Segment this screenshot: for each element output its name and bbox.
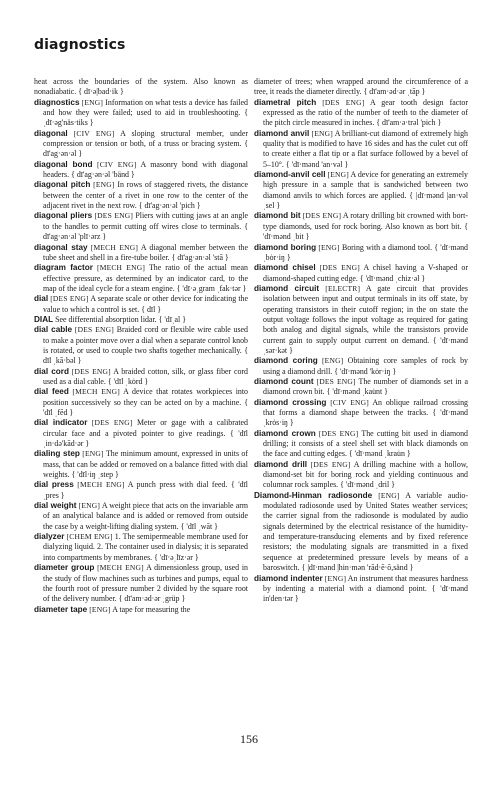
- entry-headword: dial press: [34, 480, 74, 490]
- entry-headword: diagonal stay: [34, 242, 88, 252]
- entry-headword: dial feed: [34, 387, 69, 397]
- entry-pronunciation: { 'dī·mənd ˌkau̇nt }: [326, 387, 388, 397]
- entry-subject-label: [CIV ENG]: [97, 159, 137, 169]
- entry-pronunciation: { |dī·mənd |hin·mən 'rād·ē·ō,sänd }: [301, 563, 414, 573]
- dictionary-entry: [254, 284, 468, 356]
- entry-subject-label: [MECH ENG]: [90, 242, 139, 252]
- entry-subject-label: [DES ENG]: [50, 294, 89, 304]
- entry-subject-label: [ENG]: [81, 97, 104, 107]
- entry-definition: A dimensionless group, used in the study of flow machines such as turbines and pumps, equal to the fourth root of pressure number 2 divided by the square root of the delivery number.: [43, 563, 248, 604]
- entry-headword: diagnostics: [34, 97, 80, 107]
- entry-subject-label: [ENG]: [378, 490, 400, 500]
- dictionary-entry: [254, 243, 468, 264]
- entry-subject-label: [DES ENG]: [310, 459, 351, 469]
- entry-pronunciation: { 'dī·mənd ˌbit }: [263, 221, 468, 242]
- dictionary-entry: [34, 480, 248, 501]
- entry-subject-label: [ENG]: [78, 501, 101, 511]
- entry-headword: diamond-anvil cell: [254, 170, 326, 180]
- dictionary-entry: [34, 532, 248, 563]
- dictionary-entry: [34, 449, 248, 480]
- dictionary-entry: [34, 418, 248, 449]
- entry-subject-label: [CIV ENG]: [73, 128, 115, 138]
- dictionary-entry: [254, 129, 468, 170]
- entry-headword: dialing step: [34, 449, 80, 459]
- dictionary-entry: [34, 315, 248, 325]
- entry-definition: diameter of trees; when wrapped around the circumference of a tree, it reads the diameter directly.: [254, 77, 468, 97]
- dictionary-entry: [254, 170, 468, 211]
- entry-headword: dial cable: [34, 325, 73, 335]
- entry-pronunciation: { 'dīl ˌfēd }: [43, 397, 248, 417]
- entry-headword: diamond drill: [254, 459, 308, 469]
- entry-definition: An oblique railroad crossing that forms a diamond shape between the tracks.: [263, 397, 468, 417]
- entry-headword: diamond bit: [254, 211, 301, 221]
- entry-headword: diamond count: [254, 376, 314, 386]
- dictionary-entry: [34, 98, 248, 129]
- entry-definition: A rotary drilling bit crowned with bort-type diamonds, used for rock boring. Also known as bort bit.: [263, 211, 468, 231]
- entry-definition: A gear tooth design factor expressed as the ratio of the number of teeth to the diameter of the pitch circle measured in inches.: [263, 97, 468, 128]
- entry-pronunciation: { 'dīl ˌin·də'kād·ər }: [43, 428, 248, 449]
- entry-subject-label: [CIV ENG]: [330, 397, 369, 407]
- entry-definition: A masonry bond with diagonal headers.: [43, 159, 248, 180]
- entry-pronunciation: { 'dīl·iŋ ˌstep }: [71, 470, 119, 480]
- dictionary-entry: [254, 491, 468, 574]
- entry-subject-label: [DES ENG]: [71, 366, 111, 376]
- entry-definition: Braided cord or flexible wire cable used to make a pointer move over a dial when a separate control knob is rotated, or used to couple two shafts together mechanically.: [43, 325, 248, 355]
- entry-pronunciation: { dī'ag·ən·əl 'plī·ərz }: [43, 221, 248, 242]
- entry-pronunciation: { |dī·mənd |an·vəl ˌsel }: [263, 190, 468, 211]
- entry-definition: A punch press with dial feed.: [127, 480, 228, 490]
- entry-definition: heat across the boundaries of the system. Also known as nonadiabatic.: [34, 77, 248, 97]
- entry-definition: See differential absorption lidar.: [55, 314, 157, 324]
- dictionary-entry: [34, 605, 248, 615]
- entry-headword: DIAL: [34, 314, 54, 324]
- entry-headword: diagonal: [34, 128, 68, 138]
- entry-pronunciation: { dī·ə|bad·ik }: [78, 87, 124, 97]
- entry-definition: A gate circuit that provides isolation between input and output terminals in its off state, by operating transistors in their cutoff region; in the on state the output voltage follows the input voltage as required for gating both analog and digital signals, while the transistors provide current gain to supply output current on demand.: [263, 283, 468, 345]
- entry-definition: A separate scale or other device for indicating the value to which a control is set.: [43, 294, 248, 314]
- entry-definition: Meter or gage with a calibrated circular face and a pivoted pointer to give readings.: [43, 418, 248, 438]
- entry-headword: diamond circuit: [254, 283, 320, 293]
- entry-headword: diamond indenter: [254, 573, 323, 583]
- entry-definition: A braided cotton, silk, or glass fiber cord used as a dial cable.: [43, 366, 248, 386]
- entry-definition: The cutting bit used in diamond drilling; it consists of a steel shell set with black diamonds on the face and cutting edges.: [263, 428, 468, 459]
- dictionary-entry: [254, 211, 468, 242]
- entry-pronunciation: { dī'ag·ən·əl 'bänd }: [71, 170, 135, 180]
- entry-definition: A tape for measuring the: [112, 604, 191, 614]
- dictionary-entry: [254, 574, 468, 605]
- entry-subject-label: [ENG]: [318, 242, 340, 252]
- entry-headword: diagram factor: [34, 263, 93, 273]
- entry-definition: The minimum amount, expressed in units of mass, that can be added or removed on a balance fitted with dial weights.: [43, 449, 248, 480]
- entry-subject-label: [CHEM ENG]: [66, 532, 113, 542]
- right-column: [254, 77, 468, 717]
- entry-pronunciation: { 'dī·mənd 'an·vəl }: [285, 159, 349, 169]
- guide-word: diagnostics: [34, 37, 126, 53]
- dictionary-entry: [254, 263, 468, 284]
- entry-pronunciation: { 'dīl ˌwāt }: [180, 521, 218, 531]
- entry-definition: A diagonal member between the tube sheet and shell in a fire-tube boiler.: [43, 242, 248, 262]
- dictionary-entry: [34, 129, 248, 160]
- entry-pronunciation: { dī'ag·ən·əl 'stā }: [171, 252, 229, 262]
- entry-subject-label: [DES ENG]: [94, 211, 134, 221]
- entry-definition: A chisel having a V-shaped or diamond-shaped cutting edge.: [263, 263, 468, 283]
- entry-subject-label: [DES ENG]: [91, 418, 133, 428]
- dictionary-entry: [254, 377, 468, 398]
- entry-pronunciation: { 'dī·mənd in'den·tər }: [263, 583, 468, 604]
- entry-definition: Boring with a diamond tool.: [341, 242, 433, 252]
- dictionary-entry: [254, 398, 468, 429]
- entry-pronunciation: { 'dīl ˌkȯrd }: [107, 376, 149, 386]
- entry-pronunciation: { dī'am·əd·ər ˌgrüp }: [118, 594, 186, 604]
- dictionary-entry: [254, 429, 468, 460]
- dictionary-entry: [34, 211, 248, 242]
- dictionary-entry: [34, 243, 248, 264]
- entry-definition: An instrument that measures hardness by indenting a material with a diamond point.: [263, 573, 468, 593]
- entry-subject-label: [ENG]: [311, 128, 333, 138]
- entry-subject-label: [DES ENG]: [319, 263, 360, 273]
- dictionary-entry: [34, 263, 248, 294]
- entry-headword: diamond anvil: [254, 128, 310, 138]
- entry-subject-label: [ENG]: [327, 170, 349, 180]
- entry-definition: Pliers with cutting jaws at an angle to the handles to permit cutting off wires close to terminals.: [43, 211, 248, 231]
- entry-definition: Obtaining core samples of rock by using a diamond drill.: [263, 356, 468, 376]
- entry-subject-label: [ENG]: [89, 604, 111, 614]
- entry-headword: diagonal bond: [34, 159, 93, 169]
- entry-headword: diagonal pitch: [34, 180, 91, 190]
- entry-pronunciation: { 'dīl ˌpres }: [43, 480, 248, 500]
- entry-subject-label: [DES ENG]: [316, 376, 356, 386]
- entry-definition: A device that rotates workpieces into position successively so they can be acted on by a machine.: [43, 387, 248, 407]
- entry-definition: In rows of staggered rivets, the distance between the center of a rivet in one row to the center of the adjacent rivet in the next row.: [43, 180, 248, 211]
- dictionary-entry: [34, 563, 248, 604]
- dictionary-entry: [254, 356, 468, 377]
- entry-headword: diamond coring: [254, 356, 318, 366]
- dictionary-entry: [34, 294, 248, 315]
- entry-pronunciation: { 'dī·mənd 'kȯr·iŋ }: [334, 366, 397, 376]
- page-number: 156: [240, 732, 258, 746]
- entry-headword: diagonal pliers: [34, 211, 93, 221]
- entry-headword: diamond crossing: [254, 397, 327, 407]
- entry-subject-label: [MECH ENG]: [72, 387, 120, 397]
- dictionary-entry: [34, 77, 248, 98]
- entry-subject-label: [ELECTR]: [325, 283, 361, 293]
- entry-pronunciation: { 'dī·mənd ˌchiz·əl }: [359, 273, 426, 283]
- dictionary-entry: [254, 77, 468, 98]
- entry-headword: diameter tape: [34, 604, 88, 614]
- entry-subject-label: [ENG]: [321, 356, 344, 366]
- entry-pronunciation: { ˌdī·əg'näs·tiks }: [43, 108, 248, 128]
- left-column: [34, 77, 248, 717]
- dictionary-entry: [34, 367, 248, 388]
- entry-pronunciation: { dīl ˌkā·bəl }: [43, 345, 248, 366]
- entry-headword: dial weight: [34, 501, 77, 511]
- entry-definition: A sloping structural member, under compression or tension or both, of a truss or bracing system.: [43, 128, 248, 149]
- entry-subject-label: [DES ENG]: [318, 428, 359, 438]
- entry-pronunciation: { 'dī·mənd ˌdril }: [340, 480, 395, 490]
- entry-subject-label: [MECH ENG]: [97, 563, 144, 573]
- entry-pronunciation: { 'dī·əˌlīz·ər }: [154, 552, 199, 562]
- entry-definition: A variable audio-modulated radiosonde used by United States weather services; the carrier signal from the radiosonde is modulated by audio signals determined by the electrical resistance of the humidity- and temperature-transducing elements and by fixed reference resistors; the modulating signals are transmitted in a fixed sequence at predetermined pressure levels by means of a baroswitch.: [263, 490, 468, 573]
- dictionary-entry: [34, 387, 248, 418]
- dictionary-entry: [254, 98, 468, 129]
- dictionary-entry: [34, 180, 248, 211]
- entry-definition: The number of diamonds set in a diamond crown bit.: [263, 376, 468, 397]
- entry-headword: diamond boring: [254, 242, 317, 252]
- entry-headword: dial indicator: [34, 418, 88, 428]
- entry-headword: diametral pitch: [254, 97, 317, 107]
- entry-pronunciation: { 'dī·əˌgram ˌfak·tər }: [176, 283, 247, 293]
- entry-subject-label: [MECH ENG]: [77, 480, 125, 490]
- entry-definition: 1. The semipermeable membrane used for dialyzing liquid. 2. The container used in dialysis; it is separated into compartments by membranes.: [43, 532, 248, 562]
- dictionary-entry: [34, 160, 248, 181]
- entry-headword: dialyzer: [34, 532, 65, 542]
- entry-pronunciation: { dī'am·ə·trəl 'pich }: [376, 118, 442, 128]
- entry-definition: Information on what tests a device has failed and how they were failed; used to aid in troubleshooting.: [43, 97, 248, 118]
- entry-pronunciation: { dī'ag·ən·əl }: [43, 139, 248, 159]
- entry-subject-label: [DES ENG]: [302, 211, 342, 221]
- entry-subject-label: [ENG]: [93, 180, 115, 190]
- entry-definition: A brilliant-cut diamond of extremely high quality that is modified to have 16 sides and has the culet cut off to create either a flat tip or a flat surface followed by a bevel of 5–10°.: [263, 128, 468, 169]
- dictionary-entry: [254, 460, 468, 491]
- entry-headword: diamond chisel: [254, 263, 316, 273]
- entry-subject-label: [DES ENG]: [322, 97, 365, 107]
- entry-pronunciation: { dī'am·əd·ər ˌtāp }: [363, 87, 426, 97]
- entry-headword: dial: [34, 294, 49, 304]
- entry-definition: A device for generating an extremely high pressure in a sample that is sandwiched between two diamond anvils to which forces are applied.: [263, 170, 468, 200]
- entry-headword: diameter group: [34, 563, 95, 573]
- entry-pronunciation: { 'dī·mənd ˌsər·kət }: [263, 335, 468, 355]
- entry-headword: dial cord: [34, 366, 69, 376]
- entry-pronunciation: { dīl }: [141, 304, 162, 314]
- entry-subject-label: [DES ENG]: [74, 325, 114, 335]
- dictionary-entry: [34, 501, 248, 532]
- entry-definition: A drilling machine with a hollow, diamond-set bit for boring rock and yielding continuous and columnar rock samples.: [263, 459, 468, 490]
- entry-definition: The ratio of the actual mean effective pressure, as determined by an indicator card, to the map of the ideal cycle for a steam engine.: [43, 263, 248, 293]
- entry-pronunciation: { 'dī·mənd ˌkrau̇n }: [348, 449, 411, 459]
- entry-subject-label: [MECH ENG]: [97, 263, 146, 273]
- entry-pronunciation: { 'dī·mənd ˌbȯr·iŋ }: [263, 242, 468, 262]
- entry-subject-label: [ENG]: [324, 573, 347, 583]
- entry-headword: diamond crown: [254, 428, 316, 438]
- entry-pronunciation: { 'dī·mənd ˌkrȯs·iŋ }: [263, 408, 468, 428]
- entry-headword: Diamond-Hinman radiosonde: [254, 490, 373, 500]
- entry-definition: A weight piece that acts on the invariable arm of an analytical balance and is added or removed from outside the case by a weight-lifting dialing system.: [43, 501, 248, 531]
- entry-subject-label: [ENG]: [82, 449, 104, 459]
- dictionary-entry: [34, 325, 248, 366]
- entry-pronunciation: { dī'ag·ən·əl 'pich }: [138, 201, 201, 211]
- entry-pronunciation: { 'dīˌal }: [158, 314, 187, 324]
